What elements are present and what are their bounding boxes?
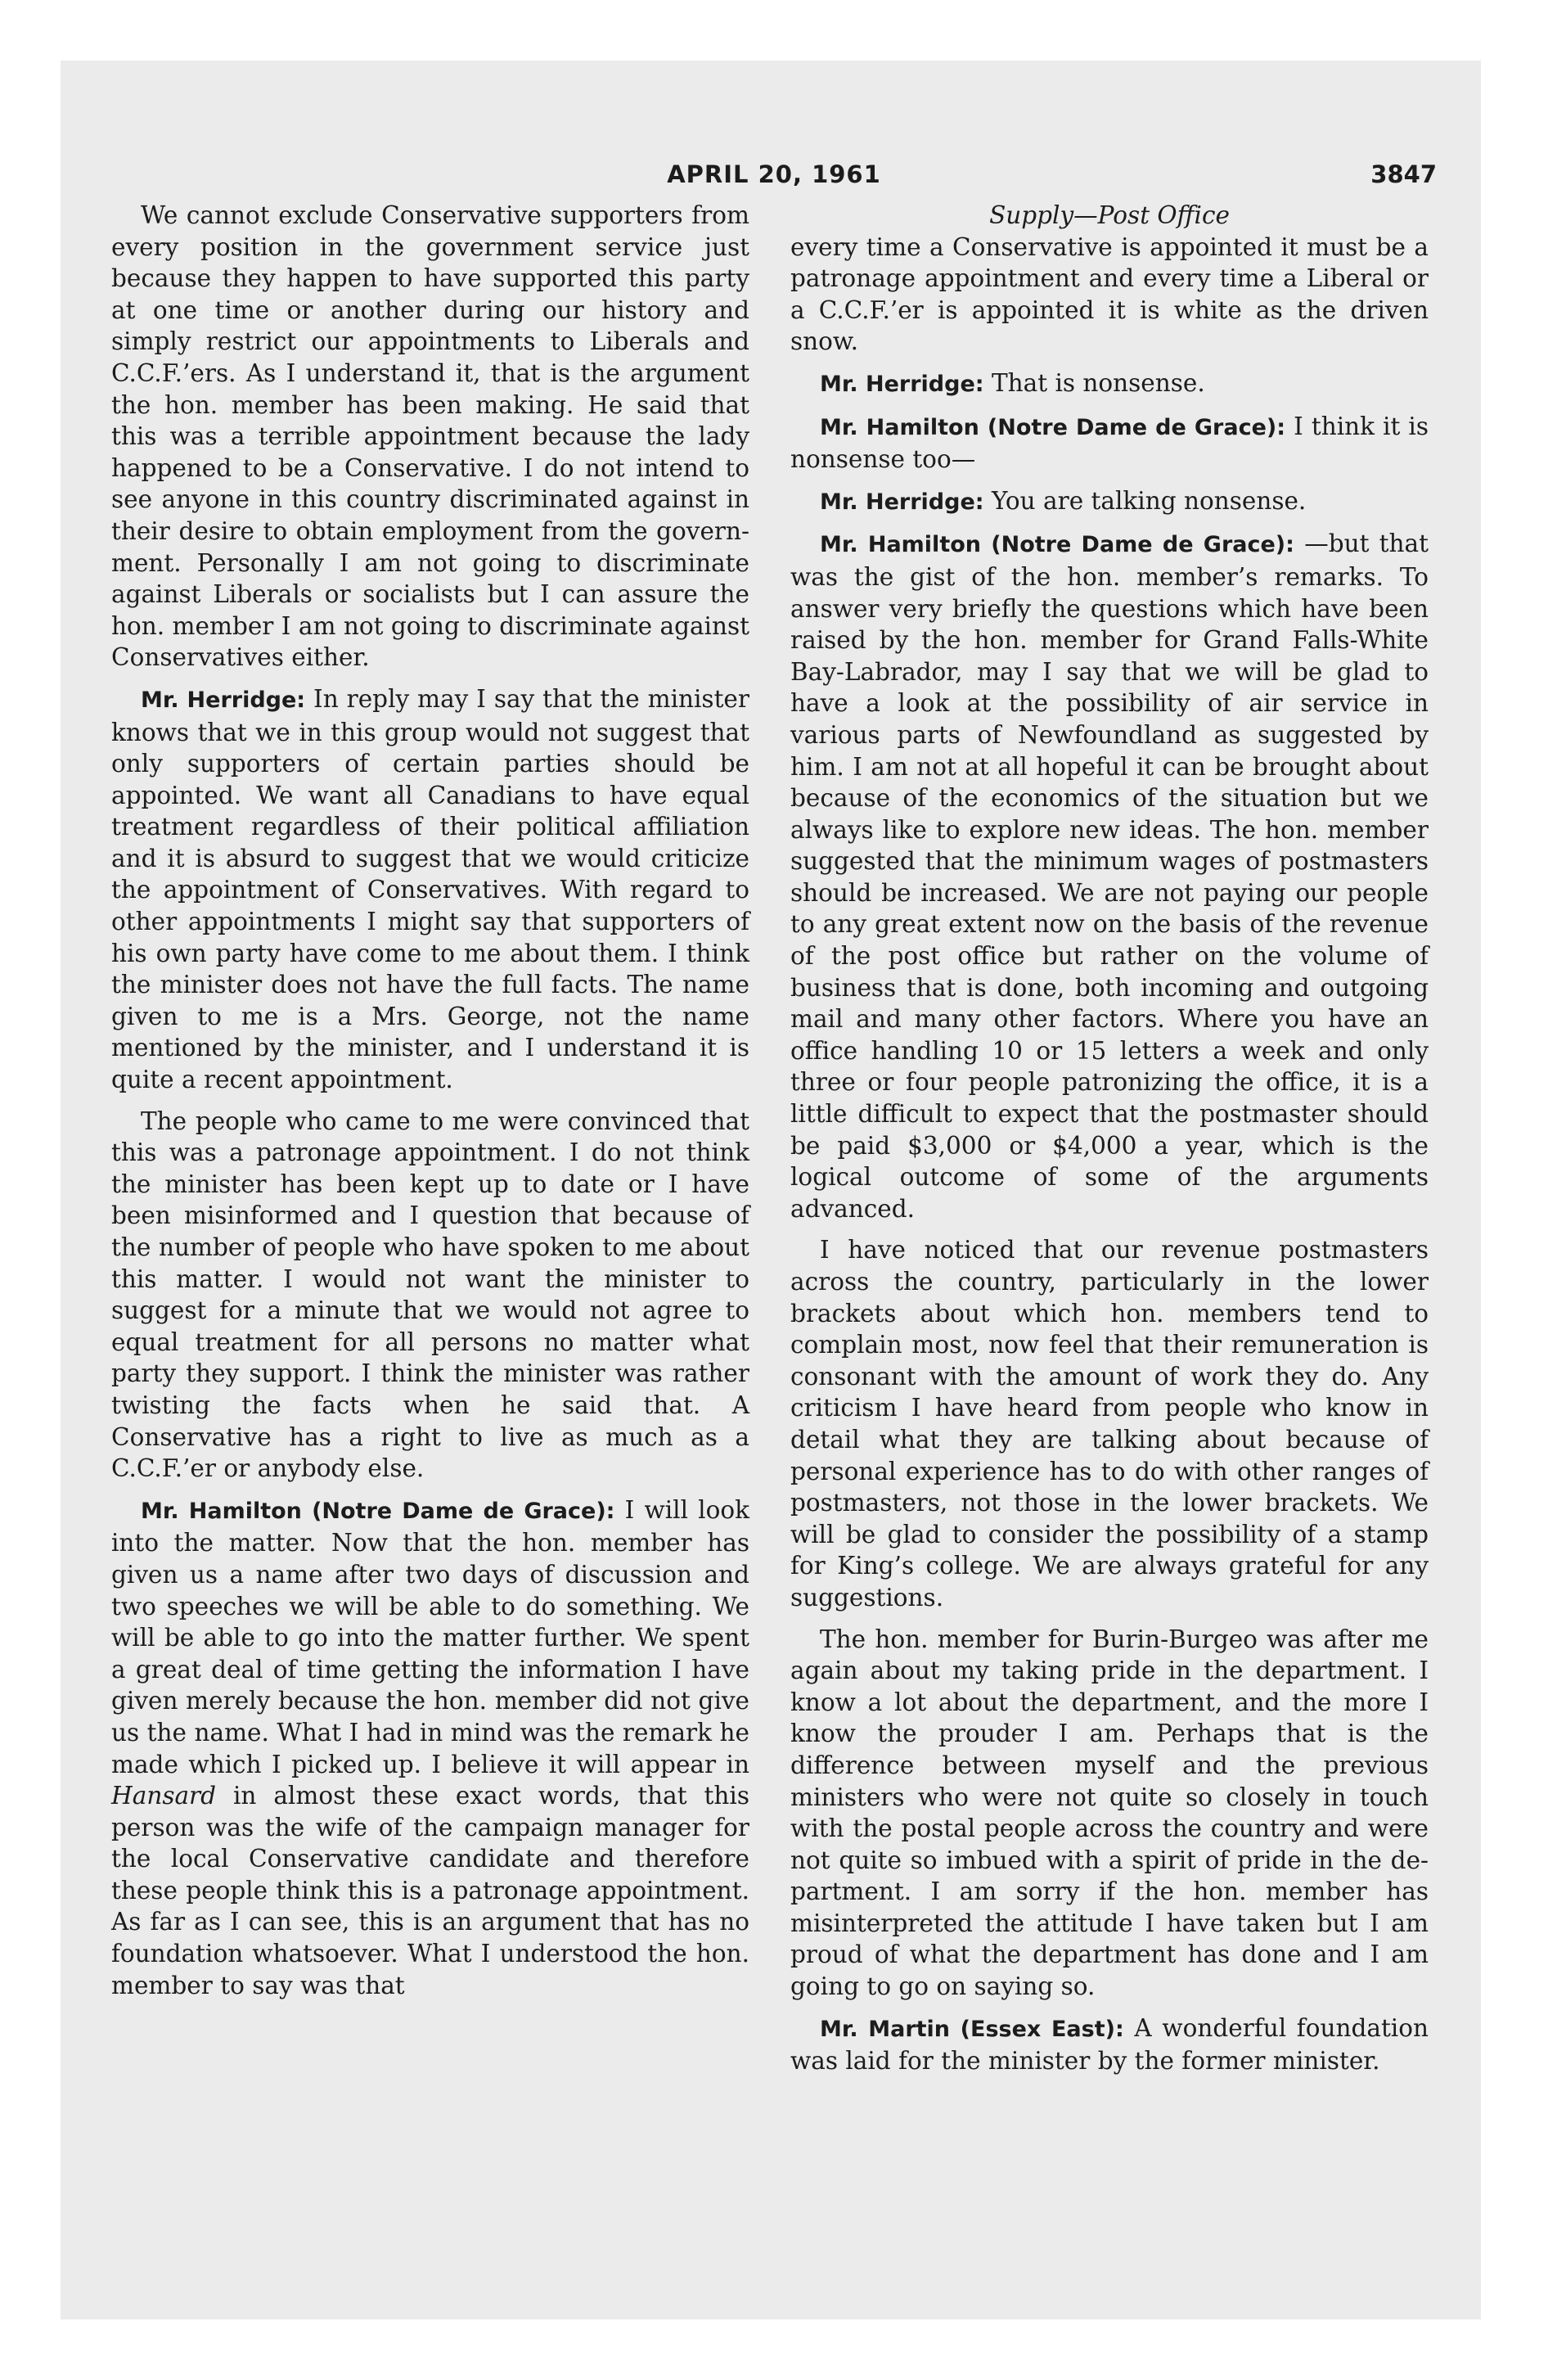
speech-text: That is nonsense. — [991, 368, 1205, 397]
paragraph — [790, 528, 1429, 1224]
speech-text: You are talking nonsense. — [991, 486, 1307, 515]
paragraph — [790, 2013, 1429, 2077]
paragraph: The people who came to me were convinced that this was a patronage appointment. I do not think the minister has been kept up to date or I have been misinformed and I question that because of the number of people who have spoken to me about this matter. I would not want the minister to suggest for a minute that we would not agree to equal treatment for all persons no matter what party they support. I think the minister was rather twisting the facts when he said that. A Conservative has a right to live as much as a C.C.F.’er or anybody else. — [111, 1107, 749, 1483]
speech-text: I will look into the matter. Now that the hon. member has given us a name after two days of discussion and two speeches we will be able to do something. We will be able to go into the matter further. We spent a great deal of time getting the information I have given merely because the hon. member did not give us the name. What I had in mind was the remark he made which I picked up. I believe it will appear in — [111, 1495, 749, 1778]
speech-text: in almost these exact words, that this person was the wife of the campaign manager for the local Conservative candidate and therefore these people think this is a patronage appointment. As far as I can see, this is an argument that has no foundation whatsoever. What I understood the hon. member to say was that — [111, 1782, 749, 1999]
speech-text: In reply may I say that the minister knows that we in this group would not suggest that only supporters of certain parties should be appointed. We want all Canadians to have equal treatment regardless of their political affiliation and it is absurd to suggest that we would criticize the appointment of Conservatives. With regard to other appointments I might say that supporters of his own party have come to me about them. I think the minister does not have the full facts. The name given to me is a Mrs. George, not the name mentioned by the minister, and I understand it is quite a recent appointment. — [111, 684, 749, 1094]
page-header — [111, 160, 1437, 201]
speaker-name: Mr. Martin (Essex East): — [820, 2016, 1124, 2042]
speaker-name: Mr. Herridge: — [820, 371, 984, 397]
header-date: APRIL 20, 1961 — [667, 160, 881, 188]
header-page-number: 3847 — [1370, 160, 1437, 188]
paragraph — [790, 411, 1429, 476]
speaker-name: Mr. Herridge: — [820, 489, 984, 515]
paragraph — [790, 367, 1429, 401]
paragraph: The hon. member for Burin-Burgeo was after me again about my taking pride in the department. I know a lot about the department, and the more I know the prouder I am. Perhaps that is the difference between myself and the previous ministers who were not quite so closely in touch with the postal people across the country and were not quite so imbued with a spirit of pride in the department. I am sorry if the hon. member has misinterpreted the attitude I have taken but I am proud of what the department has done and I am going to go on saying so. — [790, 1625, 1429, 2001]
speech-text: —but that was the gist of the hon. member’s remarks. To answer very briefly the questions which have been raised by the hon. member for Grand Falls-White Bay-Labrador, may I say that we will be glad to have a look at the possibility of air service in various parts of Newfoundland as suggested by him. I am not at all hopeful it can be brought about because of the economics of the situation but we always like to explore new ideas. The hon. member suggested that the minimum wages of postmasters should be increased. We are not paying our people to any great extent now on the basis of the revenue of the post office but rather on the volume of business that is done, both incoming and outgoing mail and many other factors. Where you have an office handling 10 or 15 letters a week and only three or four people patronizing the office, it is a little difficult to expect that the postmaster should be paid $3,000 or $4,000 a year, which is the logical outcome of some of the arguments advanced. — [790, 530, 1429, 1223]
right-column — [790, 200, 1429, 2087]
paragraph — [111, 1494, 749, 2002]
speaker-name: Mr. Hamilton (Notre Dame de Grace): — [141, 1498, 615, 1524]
hansard-page — [111, 160, 1437, 2223]
speech-text: A wonderful foundation was laid for the minister by the former minister. — [790, 2013, 1429, 2076]
paragraph: I have noticed that our revenue postmasters across the country, particularly in the lower brackets about which hon. members tend to complain most, now feel that their remuneration is consonant with the amount of work they do. Any criticism I have heard from people who know in detail what they are talking about because of personal experience has to do with other ranges of postmasters, not those in the lower brackets. We will be glad to consider the possibility of a stamp for King’s college. We are always grateful for any suggestions. — [790, 1236, 1429, 1611]
paragraph: every time a Conservative is appointed it must be a patronage appointment and every time a Liberal or a C.C.F.’er is appointed it is white as the driven snow. — [790, 232, 1429, 356]
speaker-name: Mr. Herridge: — [141, 687, 306, 713]
running-subject: Supply—Post Office — [989, 201, 1230, 229]
paragraph: We cannot exclude Conservative supporters from every position in the government service just because they happen to have supported this party at one time or another during our history and simply restrict our appointments to Liberals and C.C.F.’ers. As I understand it, that is the argument the hon. member has been making. He said that this was a terrible appointment because the lady happened to be a Conservative. I do not intend to see anyone in this country discriminated against in their desire to obtain employment from the government. Personally I am not going to discriminate against Liberals or socialists but I can assure the hon. member I am not going to discriminate against Conservatives either. — [111, 201, 749, 672]
paragraph — [790, 485, 1429, 519]
paragraph — [111, 683, 749, 1096]
left-column — [111, 200, 749, 2011]
speech-text: I think it is nonsense too— — [790, 412, 1429, 474]
speaker-name: Mr. Hamilton (Notre Dame de Grace): — [820, 532, 1294, 558]
hansard-reference: Hansard — [111, 1782, 217, 1810]
speaker-name: Mr. Hamilton (Notre Dame de Grace): — [820, 414, 1286, 440]
